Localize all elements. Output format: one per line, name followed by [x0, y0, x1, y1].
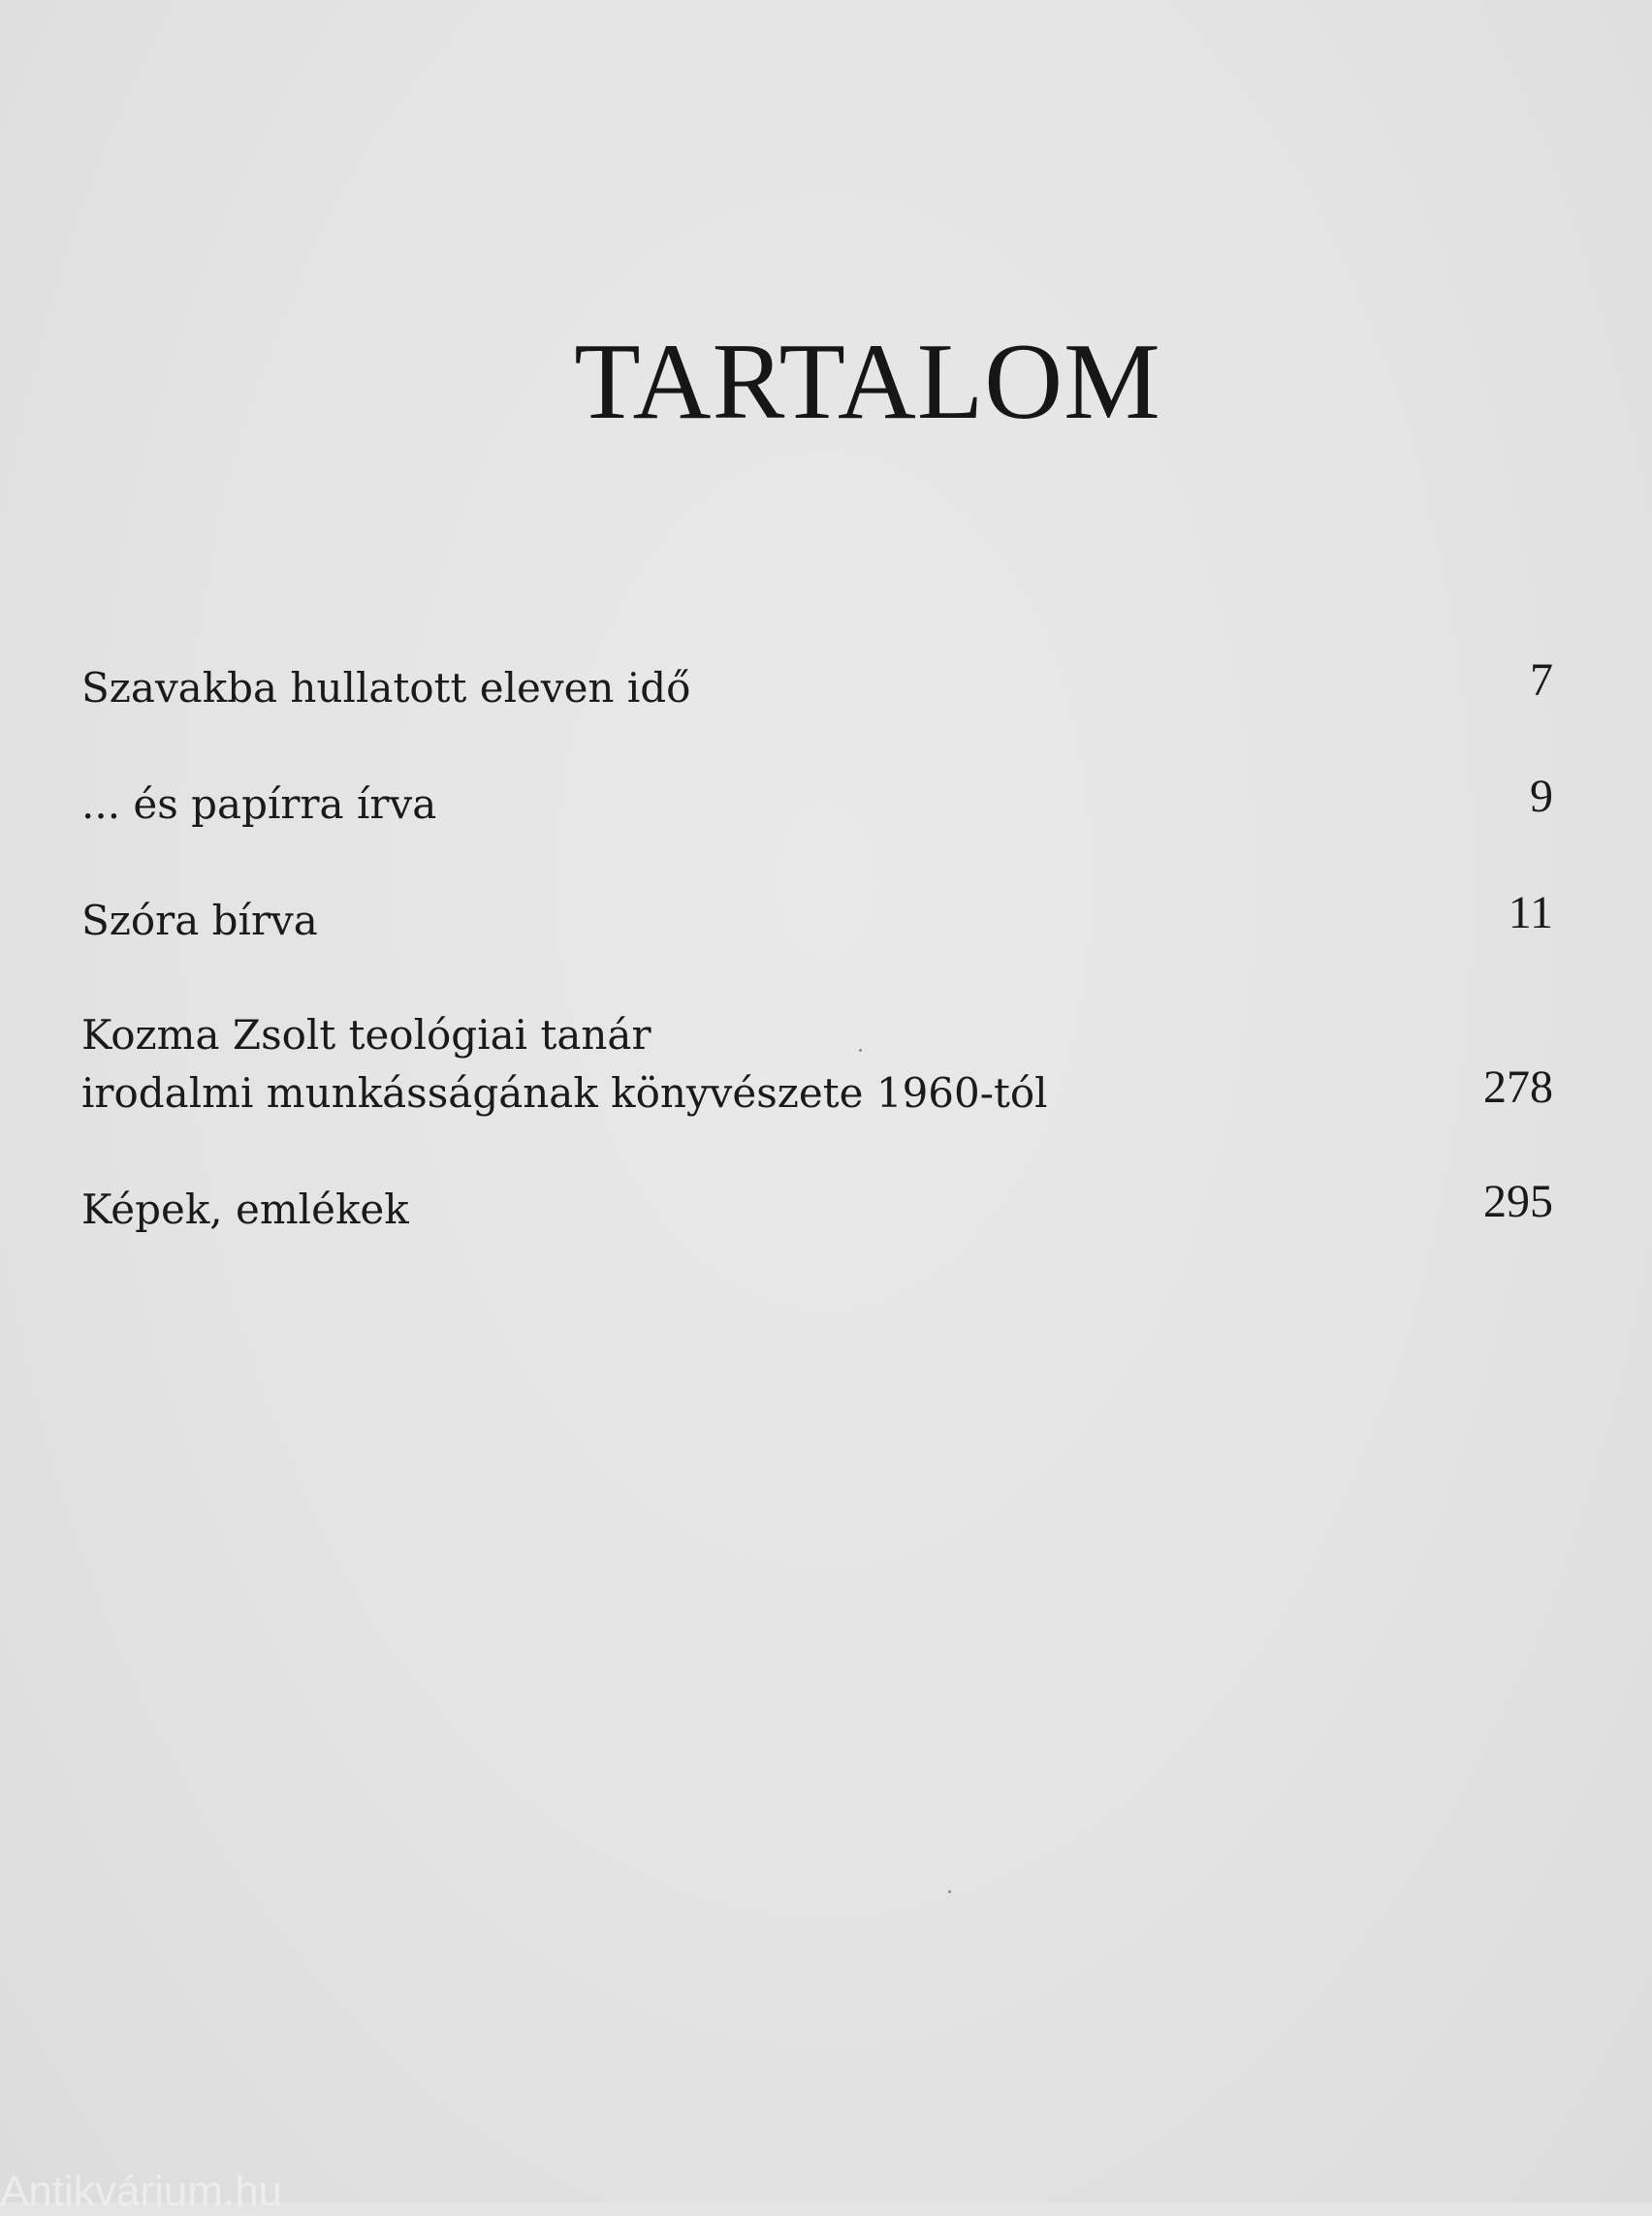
toc-entry	[81, 1006, 1553, 1123]
toc-entry-page-number: 278	[1483, 1061, 1553, 1113]
toc-entry-title-line: Képek, emlékek	[81, 1186, 409, 1233]
toc-entry	[81, 771, 1553, 834]
toc-entry	[81, 654, 1553, 717]
toc-entry-title	[81, 659, 690, 717]
page-title: TARTALOM	[574, 322, 1161, 442]
toc-entry-page-number: 7	[1530, 654, 1553, 706]
toc-entry	[81, 887, 1553, 950]
toc-entry-title-line: Szóra bírva	[81, 897, 318, 944]
toc-entry-title-line: Szavakba hullatott eleven idő	[81, 664, 691, 712]
toc-entry	[81, 1176, 1553, 1239]
toc-entry-title	[81, 1006, 1048, 1123]
toc-entry-title-line: Kozma Zsolt teológiai tanár	[81, 1011, 651, 1059]
toc-entry-page-number: 295	[1483, 1176, 1553, 1227]
toc-entry-title-line: ... és papírra írva	[81, 780, 437, 828]
toc-entry-title	[81, 776, 436, 834]
watermark: Antikvárium.hu	[0, 2168, 283, 2215]
toc-entry-page-number: 9	[1530, 771, 1553, 822]
toc-entry-title	[81, 892, 318, 950]
toc-entry-title	[81, 1181, 409, 1239]
paper-speck	[859, 1049, 862, 1052]
paper-speck	[948, 1890, 951, 1893]
toc-entry-title-line: irodalmi munkásságának könyvészete 1960-tól	[81, 1069, 1048, 1117]
toc-entry-page-number: 11	[1508, 887, 1553, 938]
